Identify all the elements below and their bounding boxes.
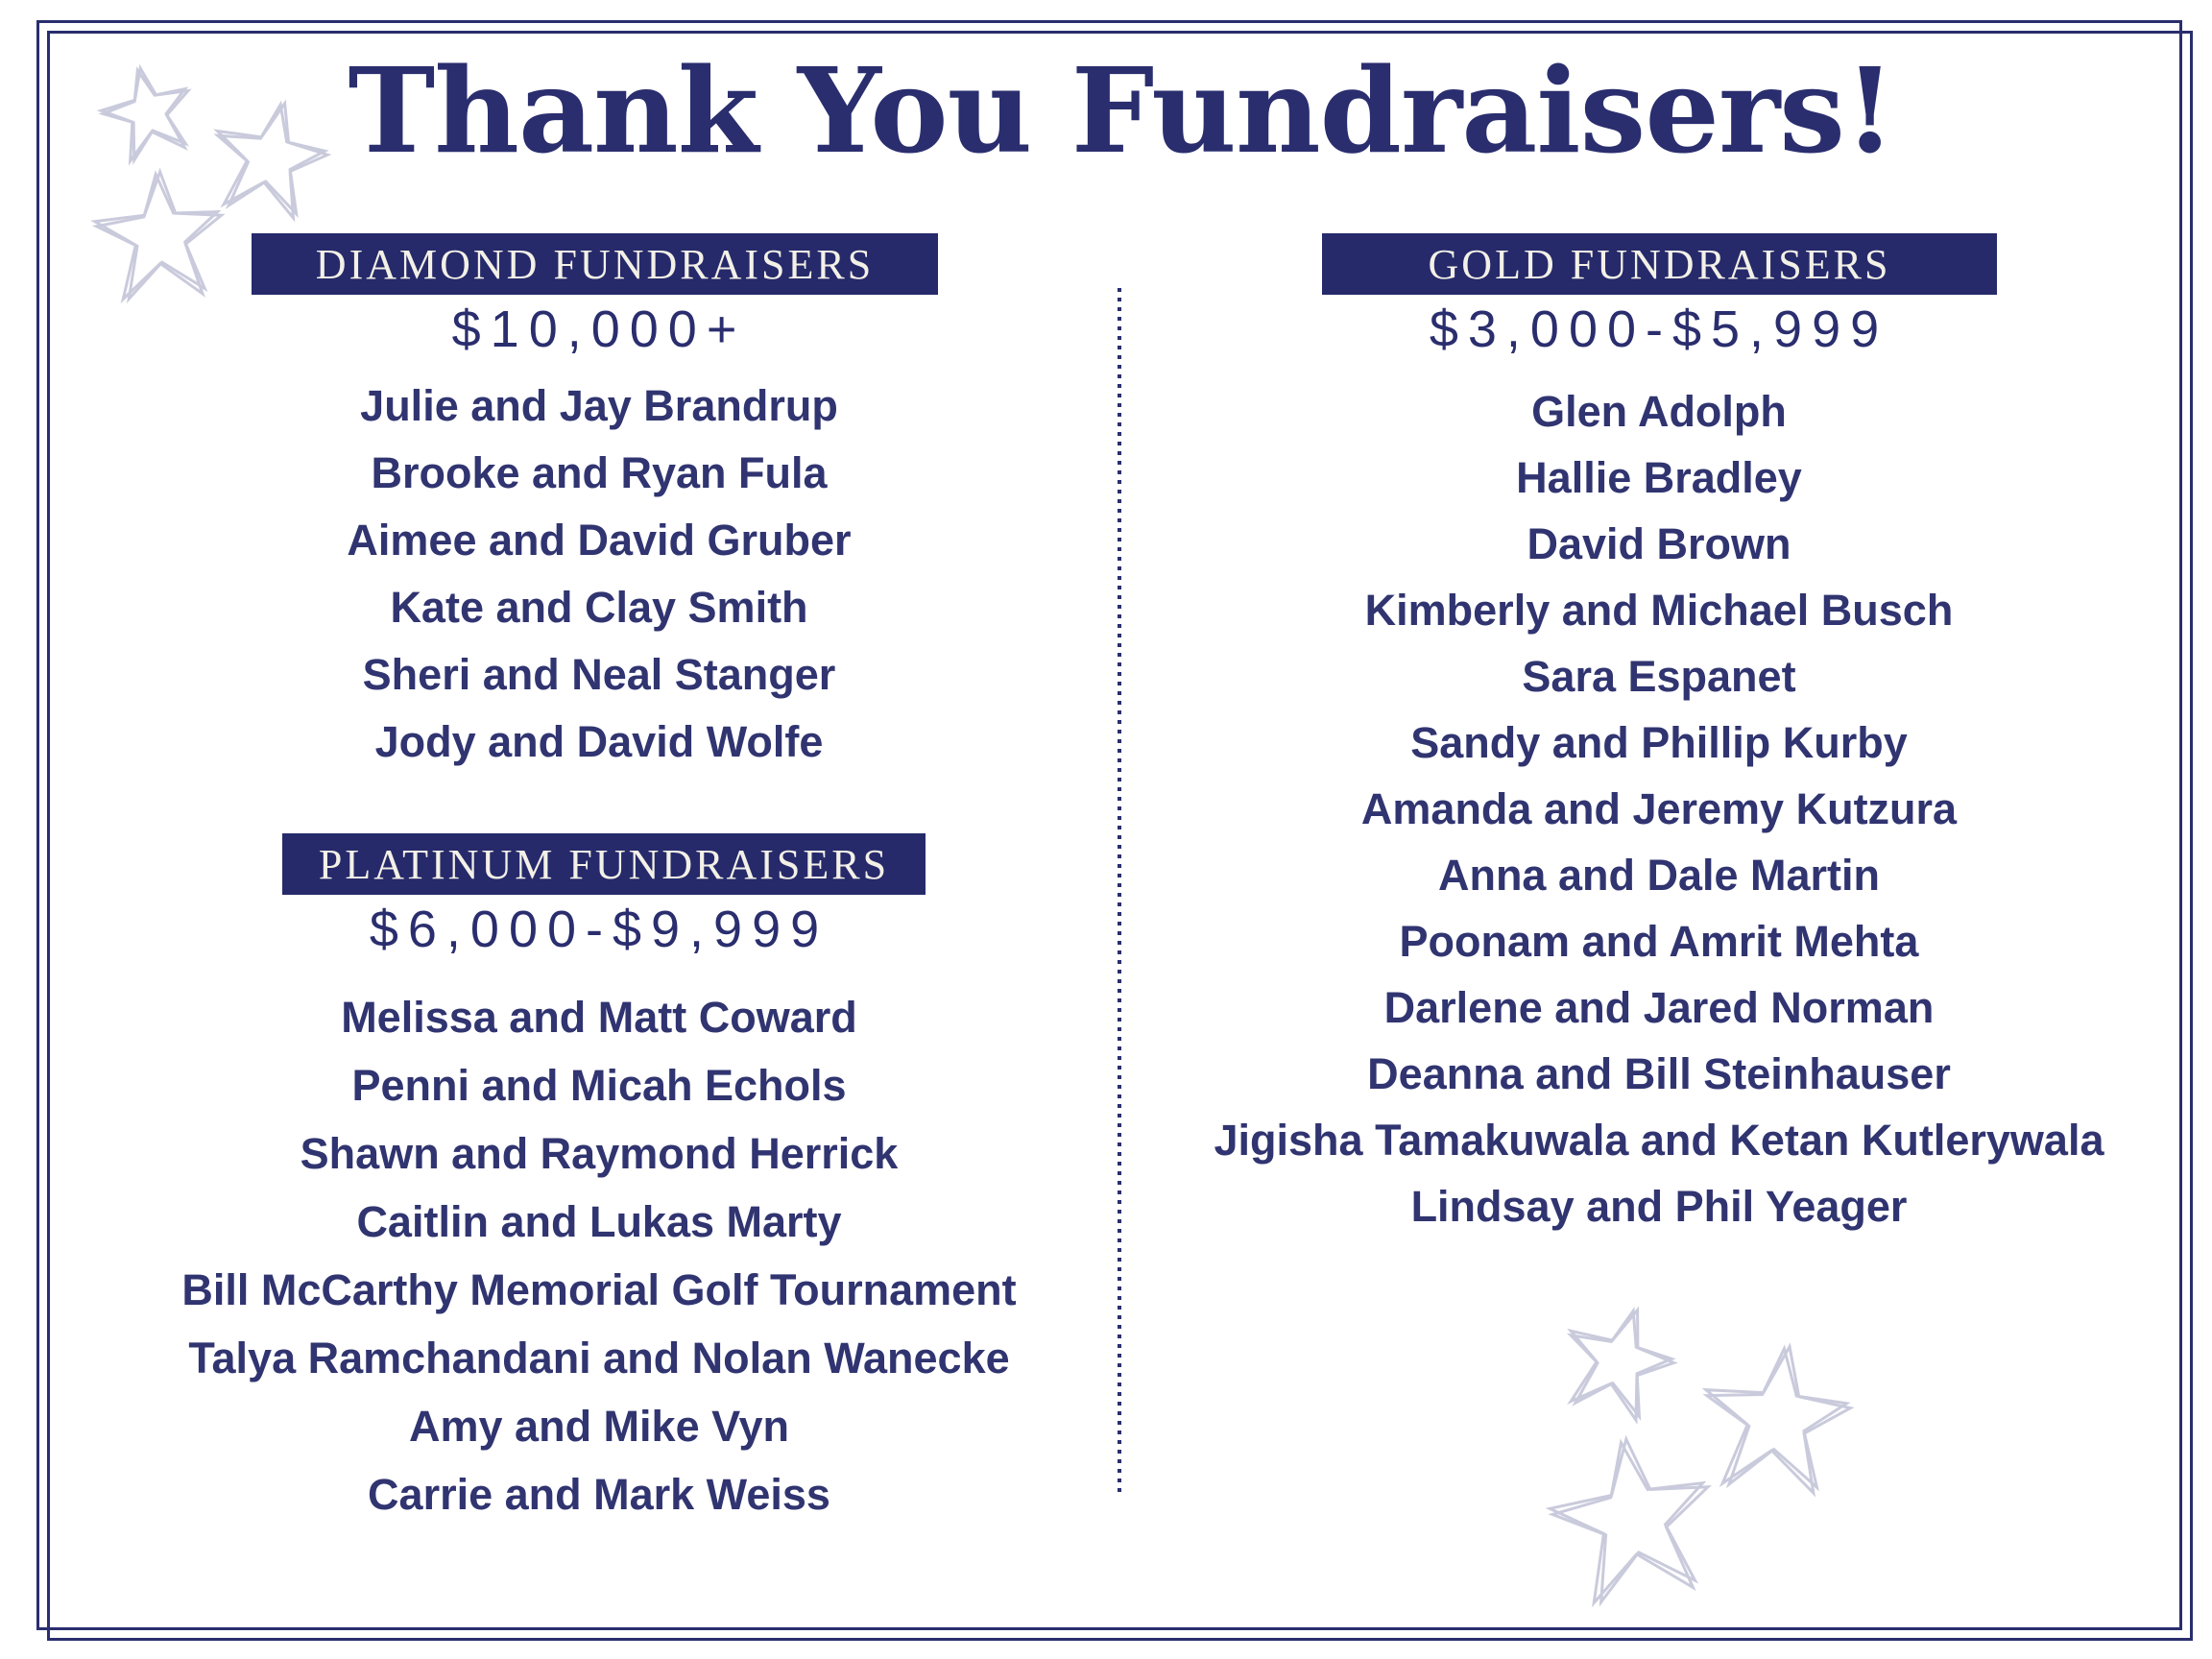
fundraiser-name: Poonam and Amrit Mehta bbox=[1399, 917, 1919, 966]
platinum-name-list bbox=[90, 983, 1108, 1528]
platinum-amount-range: $6,000-$9,999 bbox=[369, 901, 830, 958]
gold-section-banner bbox=[1322, 233, 1997, 295]
diamond-section-banner bbox=[252, 233, 938, 295]
fundraiser-name: Aimee and David Gruber bbox=[347, 516, 852, 565]
fundraiser-name: Brooke and Ryan Fula bbox=[371, 448, 828, 497]
fundraiser-name: Jody and David Wolfe bbox=[374, 717, 824, 766]
fundraiser-name: David Brown bbox=[1527, 519, 1791, 568]
fundraiser-name: Deanna and Bill Steinhauser bbox=[1367, 1049, 1951, 1098]
fundraiser-name: Caitlin and Lukas Marty bbox=[356, 1197, 842, 1246]
star-icon bbox=[1548, 1290, 1689, 1431]
fundraiser-name: Jigisha Tamakuwala and Ketan Kutlerywala bbox=[1214, 1116, 2104, 1165]
gold-section-header: GOLD FUNDRAISERS bbox=[1428, 240, 1891, 288]
fundraiser-name: Darlene and Jared Norman bbox=[1383, 983, 1935, 1032]
fundraiser-name: Sara Espanet bbox=[1522, 652, 1796, 701]
fundraiser-name: Sheri and Neal Stanger bbox=[362, 650, 836, 699]
platinum-section-header: PLATINUM FUNDRAISERS bbox=[318, 840, 890, 888]
diamond-amount-range: $10,000+ bbox=[451, 301, 747, 358]
fundraiser-name: Penni and Micah Echols bbox=[351, 1061, 847, 1110]
fundraiser-name: Glen Adolph bbox=[1531, 387, 1787, 436]
gold-name-list bbox=[1150, 378, 2168, 1239]
gold-amount-range: $3,000-$5,999 bbox=[1429, 301, 1889, 358]
star-icon bbox=[85, 162, 232, 309]
page-title: Thank You Fundraisers! bbox=[348, 41, 1895, 180]
fundraiser-name: Melissa and Matt Coward bbox=[341, 993, 857, 1042]
fundraiser-name: Talya Ramchandani and Nolan Wanecke bbox=[188, 1334, 1010, 1382]
fundraiser-name: Carrie and Mark Weiss bbox=[368, 1470, 830, 1519]
fundraiser-name: Kimberly and Michael Busch bbox=[1364, 586, 1954, 635]
fundraiser-name: Julie and Jay Brandrup bbox=[360, 381, 838, 430]
fundraiser-name: Bill McCarthy Memorial Golf Tournament bbox=[181, 1265, 1017, 1314]
diamond-name-list bbox=[90, 373, 1108, 776]
star-icon bbox=[1532, 1420, 1729, 1617]
star-icon bbox=[1691, 1334, 1859, 1502]
diamond-section-header: DIAMOND FUNDRAISERS bbox=[315, 240, 875, 288]
fundraiser-name: Anna and Dale Martin bbox=[1437, 851, 1881, 900]
fundraiser-name: Kate and Clay Smith bbox=[390, 583, 808, 632]
fundraiser-name: Hallie Bradley bbox=[1516, 453, 1802, 502]
fundraiser-name: Sandy and Phillip Kurby bbox=[1410, 718, 1908, 767]
fundraiser-name: Shawn and Raymond Herrick bbox=[300, 1129, 899, 1178]
fundraiser-name: Amy and Mike Vyn bbox=[409, 1402, 789, 1451]
star-cluster-bottom-right bbox=[1532, 1290, 1859, 1618]
platinum-section-banner bbox=[282, 833, 926, 895]
fundraiser-name: Amanda and Jeremy Kutzura bbox=[1360, 784, 1958, 833]
fundraiser-name: Lindsay and Phil Yeager bbox=[1410, 1182, 1908, 1231]
